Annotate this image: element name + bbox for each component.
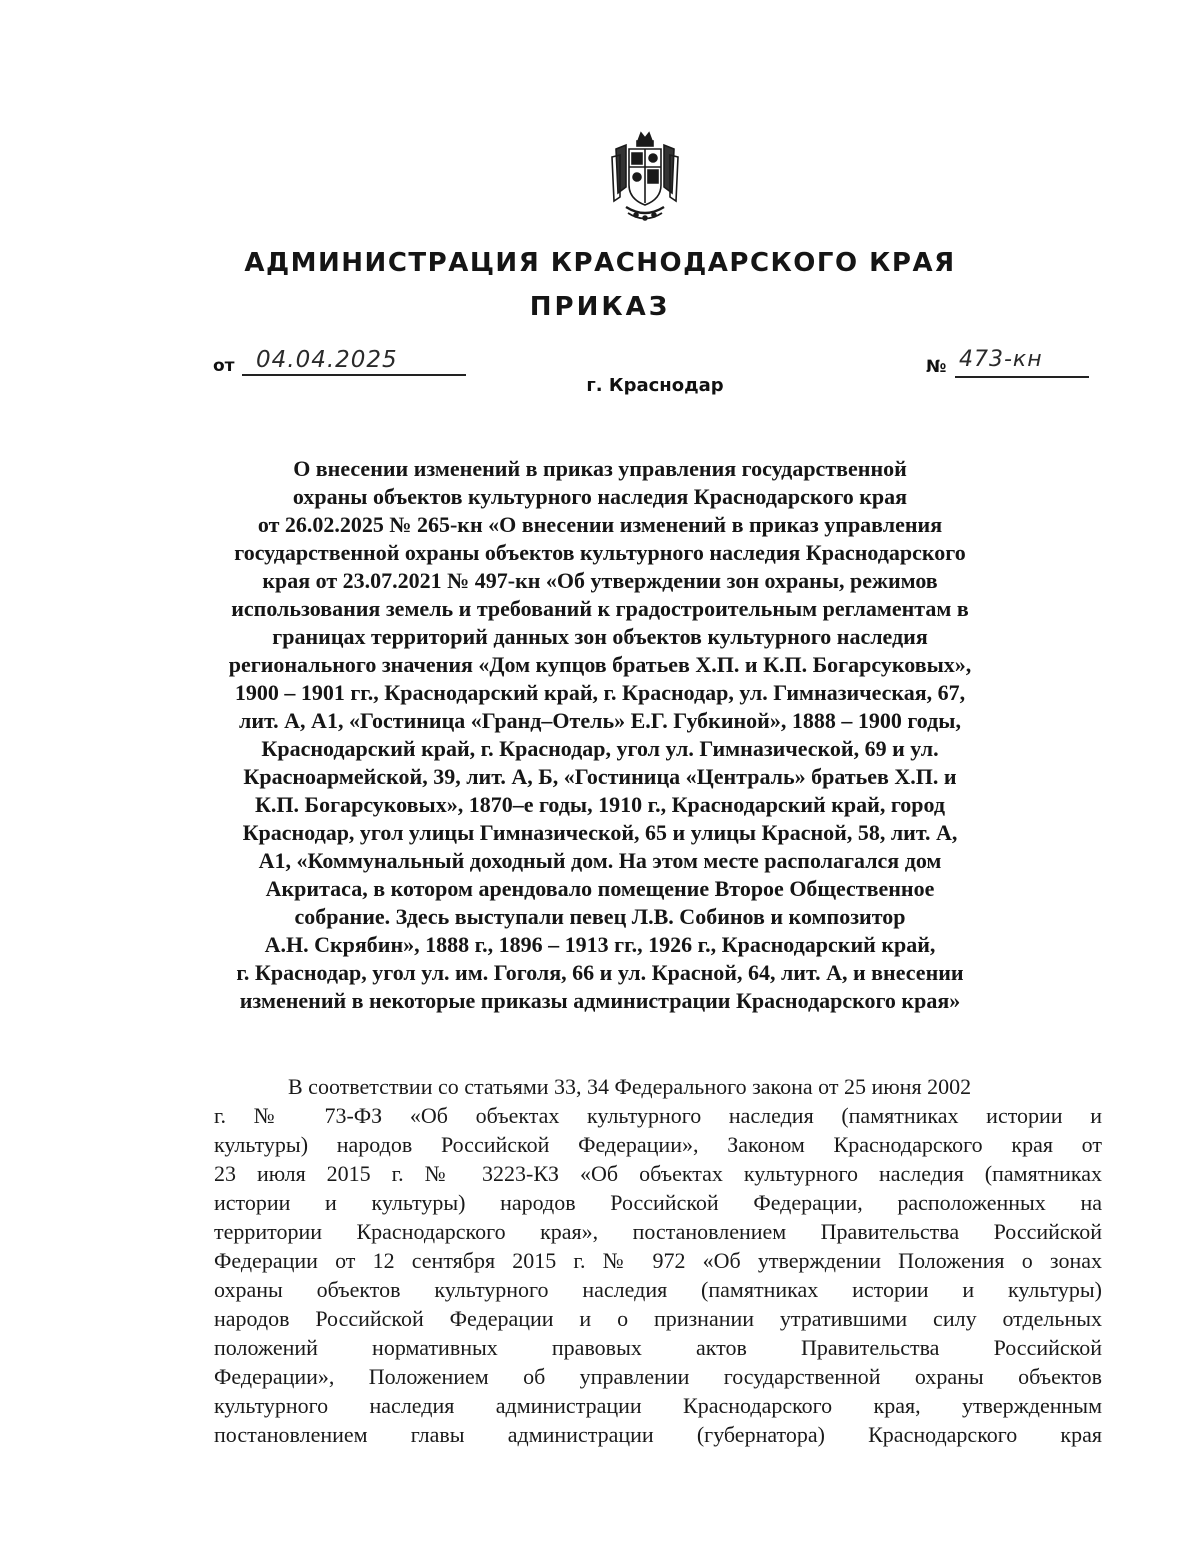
title-line: использования земель и требований к градостроительным регламентам в bbox=[231, 596, 969, 621]
title-line: изменений в некоторые приказы администрации Краснодарского края» bbox=[239, 988, 961, 1013]
body-line: истории и культуры) народов Российской Федерации, расположенных на bbox=[214, 1190, 1102, 1215]
body-line: В соответствии со статьями 33, 34 Федерального закона от 25 июня 2002 bbox=[288, 1074, 972, 1099]
issuing-authority: АДМИНИСТРАЦИЯ КРАСНОДАРСКОГО КРАЯ bbox=[244, 248, 956, 278]
title-line: границах территорий данных зон объектов культурного наследия bbox=[272, 624, 928, 649]
title-line: лит. А, А1, «Гостиница «Гранд–Отель» Е.Г. Губкиной», 1888 – 1900 годы, bbox=[239, 708, 961, 733]
title-line: Красноармейской, 39, лит. А, Б, «Гостиница «Централь» братьев Х.П. и bbox=[243, 764, 957, 789]
title-line: Краснодар, угол улицы Гимназической, 65 и улицы Красной, 58, лит. А, bbox=[242, 820, 958, 845]
date-label: от bbox=[213, 356, 235, 376]
number-label: № bbox=[926, 357, 947, 377]
city-line: г. Краснодар bbox=[586, 375, 724, 396]
body-line: культуры) народов Российской Федерации», Законом Краснодарского края от bbox=[214, 1132, 1102, 1157]
body-line: 23 июля 2015 г. № 3223-КЗ «Об объектах культурного наследия (памятниках bbox=[214, 1161, 1102, 1186]
title-line: от 26.02.2025 № 265-кн «О внесении изменений в приказ управления bbox=[257, 512, 943, 537]
order-title bbox=[200, 455, 1000, 1015]
title-line: Краснодарский край, г. Краснодар, угол ул. Гимназической, 69 и ул. bbox=[261, 736, 939, 761]
body-line: г. № 73-ФЗ «Об объектах культурного наследия (памятниках истории и bbox=[214, 1103, 1102, 1128]
title-line: Акритаса, в котором арендовало помещение Второе Общественное bbox=[265, 876, 935, 901]
title-line: края от 23.07.2021 № 497-кн «Об утверждении зон охраны, режимов bbox=[262, 568, 938, 593]
title-line: 1900 – 1901 гг., Краснодарский край, г. Краснодар, ул. Гимназическая, 67, bbox=[234, 680, 966, 705]
title-line: охраны объектов культурного наследия Краснодарского края bbox=[292, 484, 908, 509]
title-line: К.П. Богарсуковых», 1870–е годы, 1910 г., Краснодарский край, город bbox=[254, 792, 945, 817]
body-line: народов Российской Федерации и о признании утратившими силу отдельных bbox=[214, 1306, 1102, 1331]
document-type: ПРИКАЗ bbox=[529, 292, 671, 322]
coat-of-arms-icon bbox=[608, 127, 682, 225]
title-line: государственной охраны объектов культурного наследия Краснодарского bbox=[234, 540, 966, 565]
title-line: А1, «Коммунальный доходный дом. На этом месте располагался дом bbox=[258, 848, 942, 873]
body-line: постановлением главы администрации (губернатора) Краснодарского края bbox=[214, 1422, 1102, 1447]
title-line: О внесении изменений в приказ управления государственной bbox=[293, 456, 907, 481]
body-line: Федерации», Положением об управлении государственной охраны объектов bbox=[214, 1364, 1102, 1389]
title-line: г. Краснодар, угол ул. им. Гоголя, 66 и ул. Красной, 64, лит. А, и внесении bbox=[236, 960, 964, 985]
date-value: 04.04.2025 bbox=[256, 347, 398, 373]
body-line: территории Краснодарского края», постановлением Правительства Российской bbox=[214, 1219, 1102, 1244]
body-line: Федерации от 12 сентября 2015 г. № 972 «Об утверждении Положения о зонах bbox=[214, 1248, 1102, 1273]
number-value: 473-кн bbox=[959, 347, 1043, 372]
date-field bbox=[242, 347, 466, 376]
title-line: А.Н. Скрябин», 1888 г., 1896 – 1913 гг., 1926 г., Краснодарский край, bbox=[264, 932, 936, 957]
body-line: культурного наследия администрации Краснодарского края, утвержденным bbox=[214, 1393, 1102, 1418]
order-body-paragraph bbox=[214, 1072, 1102, 1449]
title-line: собрание. Здесь выступали певец Л.В. Собинов и композитор bbox=[294, 904, 906, 929]
title-line: регионального значения «Дом купцов братьев Х.П. и К.П. Богарсуковых», bbox=[228, 652, 972, 677]
body-line: охраны объектов культурного наследия (памятниках истории и культуры) bbox=[214, 1277, 1102, 1302]
body-line: положений нормативных правовых актов Правительства Российской bbox=[214, 1335, 1102, 1360]
